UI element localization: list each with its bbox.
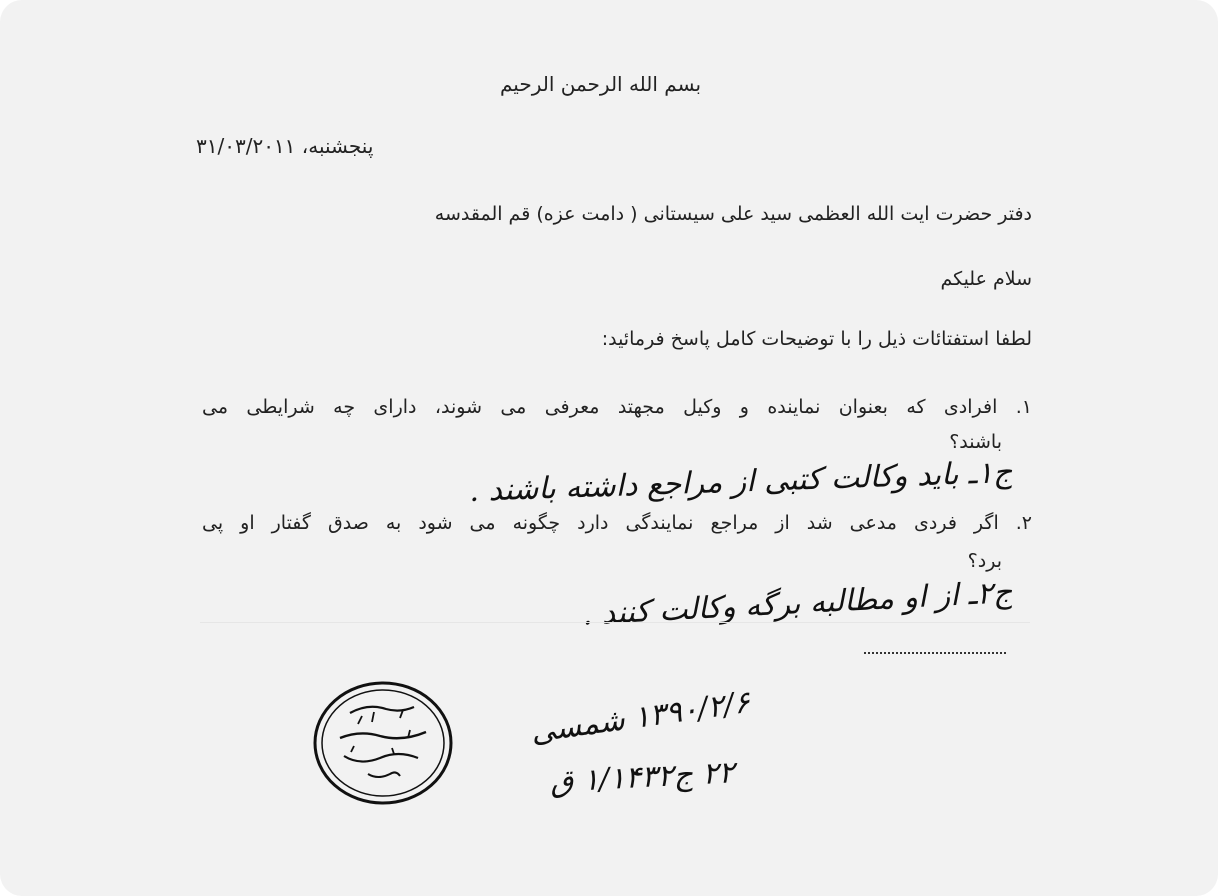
office-seal-stamp: [310, 678, 456, 808]
bismillah-heading: بسم الله الرحمن الرحيم: [500, 72, 702, 96]
faint-scan-line: [200, 622, 1030, 623]
handwritten-date-shamsi: ۱۳۹۰/۲/۶ شمسی: [528, 684, 753, 751]
greeting-line: سلام علیکم: [940, 268, 1032, 290]
question-2-line-1: ۲. اگر فردی مدعی شد از مراجع نمایندگی دارد چگونه می شود به صدق گفتار او پی: [202, 512, 1032, 534]
answer-1-handwritten: ج۱ـ باید وکالت کتبی از مراجع داشته باشند .: [468, 455, 1013, 509]
date-line: پنجشنبه، ۳۱/۰۳/۲۰۱۱: [196, 134, 374, 158]
request-line: لطفا استفتائات ذیل را با توضیحات کامل پاسخ فرمائید:: [601, 328, 1032, 350]
question-1-line-1: ۱. افرادی که بعنوان نماینده و وکیل مجهتد معرفی می شوند، دارای چه شرایطی می: [202, 396, 1032, 418]
handwritten-date-qamari: ۲۲ ج۱/۱۴۳۲ ق: [549, 755, 736, 800]
dotted-separator: [864, 652, 1006, 654]
answer-2-handwritten: ج۲ـ از او مطالبه برگه وکالت کنند .: [581, 575, 1013, 633]
addressee-line: دفتر حضرت ایت الله العظمی سید علی سیستانی ( دامت عزه) قم المقدسه: [434, 203, 1032, 225]
question-1-line-2: باشند؟: [949, 431, 1002, 453]
question-2-line-2: برد؟: [967, 550, 1002, 572]
